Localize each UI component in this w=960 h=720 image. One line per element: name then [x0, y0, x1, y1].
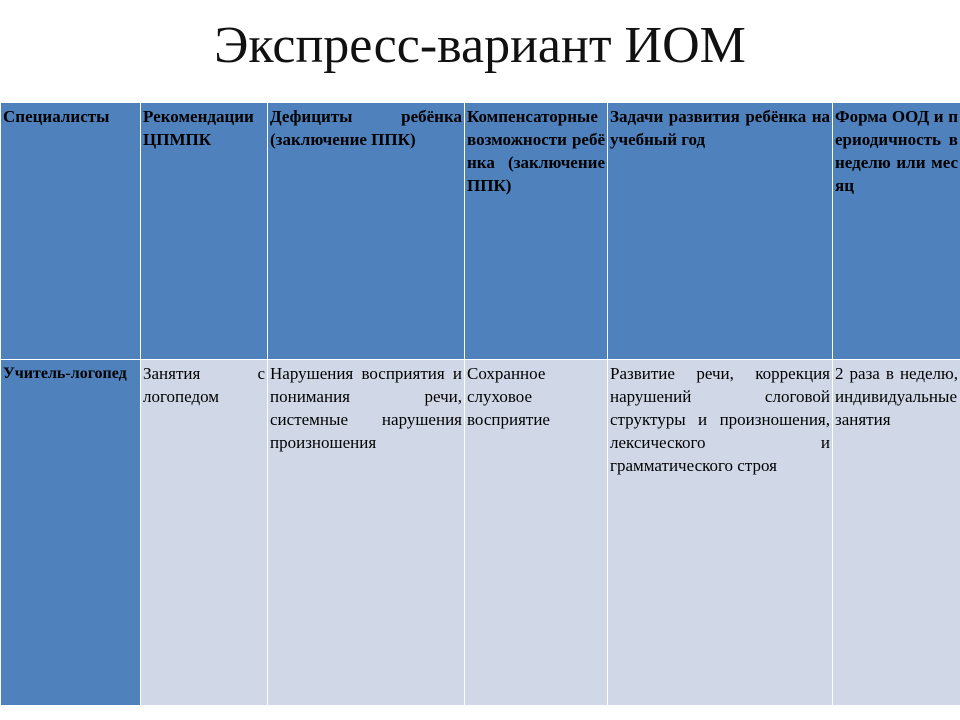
cell-form: 2 раза в неделю, индивидуальные занятия	[833, 360, 960, 706]
cell-deficits: Нарушения восприятия и понимания речи, системные нарушения произношения	[268, 360, 465, 706]
header-form: Форма ООД и периодичность в неделю или месяц	[833, 103, 960, 360]
header-compensatory: Компенсаторные возможности ребёнка (заключение ППК)	[465, 103, 608, 360]
header-specialists: Специалисты	[1, 103, 141, 360]
cell-recommendations: Занятия с логопедом	[141, 360, 268, 706]
iom-table	[0, 102, 960, 706]
table-row	[1, 360, 960, 706]
slide-title: Экспресс-вариант ИОМ	[214, 17, 746, 74]
header-deficits: Дефициты ребёнка (заключение ППК)	[268, 103, 465, 360]
cell-tasks: Развитие речи, коррекция нарушений слоговой структуры и произношения, лексического и грамматического строя	[608, 360, 833, 706]
cell-compensatory: Сохранное слуховое восприятие	[465, 360, 608, 706]
header-recommendations: Рекомендации ЦПМПК	[141, 103, 268, 360]
cell-specialist: Учитель-логопед	[1, 360, 141, 706]
header-tasks: Задачи развития ребёнка на учебный год	[608, 103, 833, 360]
table-header-row	[1, 103, 960, 360]
